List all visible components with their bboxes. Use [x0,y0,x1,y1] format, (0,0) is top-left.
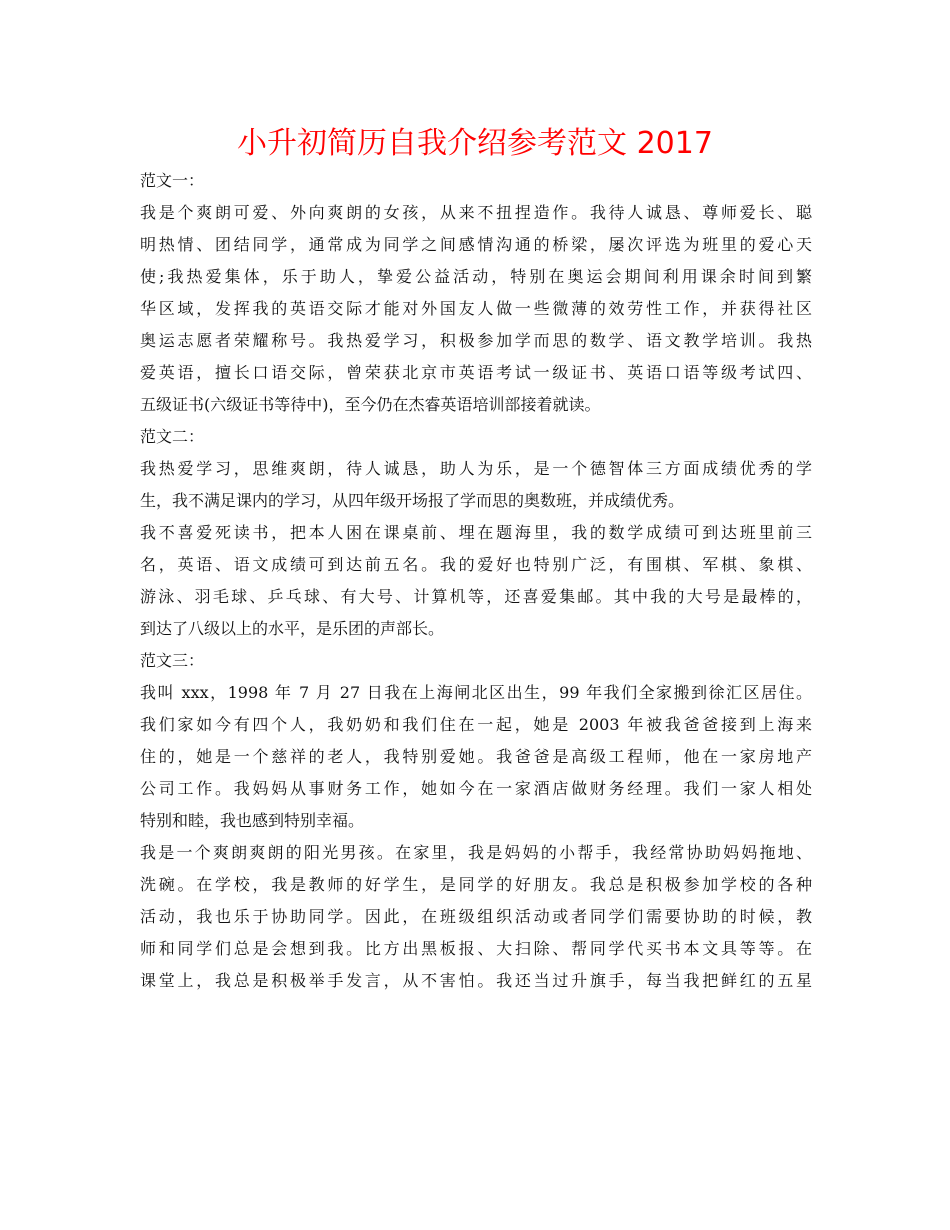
text-line: 五级证书(六级证书等待中)，至今仍在杰睿英语培训部接着就读。 [140,395,601,414]
text-line: 明热情、团结同学，通常成为同学之间感情沟通的桥梁，屡次评选为班里的爱心天 [140,235,812,254]
text-line: 课堂上，我总是积极举手发言，从不害怕。我还当过升旗手，每当我把鲜红的五星 [140,971,812,990]
document-body [140,165,812,997]
text-line: 生，我不满足课内的学习，从四年级开场报了学而思的奥数班，并成绩优秀。 [140,491,685,510]
text-line: 名，英语、语文成绩可到达前五名。我的爱好也特别广泛，有围棋、军棋、象棋、 [140,555,812,574]
text-line: 洗碗。在学校，我是教师的好学生，是同学的好朋友。我总是积极参加学校的各种 [140,875,812,894]
section-heading: 范文一： [140,171,205,190]
document-title: 小升初简历自我介绍参考范文 2017 [237,126,713,161]
section-2 [140,421,812,645]
text-line: 爱英语，擅长口语交际，曾荣获北京市英语考试一级证书、英语口语等级考试四、 [140,363,812,382]
text-line: 我是一个爽朗爽朗的阳光男孩。在家里，我是妈妈的小帮手，我经常协助妈妈拖地、 [140,843,812,862]
text-line: 我是个爽朗可爱、外向爽朗的女孩，从来不扭捏造作。我待人诚恳、尊师爱长、聪 [140,203,812,222]
text-line: 使;我热爱集体，乐于助人，挚爱公益活动，特别在奥运会期间利用课余时间到繁 [140,267,812,286]
text-line: 我叫 xxx，1998 年 7 月 27 日我在上海闸北区出生，99 年我们全家搬到徐汇区居住。 [140,683,812,702]
section-1 [140,165,812,421]
text-line: 华区域，发挥我的英语交际才能对外国友人做一些微薄的效劳性工作，并获得社区 [140,299,812,318]
text-line: 师和同学们总是会想到我。比方出黑板报、大扫除、帮同学代买书本文具等等。在 [140,939,812,958]
text-line: 奥运志愿者荣耀称号。我热爱学习，积极参加学而思的数学、语文教学培训。我热 [140,331,812,350]
section-3 [140,645,812,997]
paragraph [140,197,812,421]
text-line: 我们家如今有四个人，我奶奶和我们住在一起，她是 2003 年被我爸爸接到上海来 [140,715,812,734]
text-line: 公司工作。我妈妈从事财务工作，她如今在一家酒店做财务经理。我们一家人相处 [140,779,812,798]
text-line: 我热爱学习，思维爽朗，待人诚恳，助人为乐，是一个德智体三方面成绩优秀的学 [140,459,812,478]
text-line: 到达了八级以上的水平，是乐团的声部长。 [140,619,445,638]
text-line: 特别和睦，我也感到特别幸福。 [140,811,365,830]
text-line: 活动，我也乐于协助同学。因此，在班级组织活动或者同学们需要协助的时候，教 [140,907,812,926]
paragraph [140,677,812,837]
paragraph [140,837,812,997]
paragraph [140,453,812,517]
paragraph [140,517,812,645]
text-line: 游泳、羽毛球、乒乓球、有大号、计算机等，还喜爱集邮。其中我的大号是最棒的， [140,587,812,606]
text-line: 我不喜爱死读书，把本人困在课桌前、埋在题海里，我的数学成绩可到达班里前三 [140,523,812,542]
text-line: 住的，她是一个慈祥的老人，我特别爱她。我爸爸是高级工程师，他在一家房地产 [140,747,812,766]
section-heading: 范文二： [140,427,205,446]
section-heading: 范文三： [140,651,205,670]
